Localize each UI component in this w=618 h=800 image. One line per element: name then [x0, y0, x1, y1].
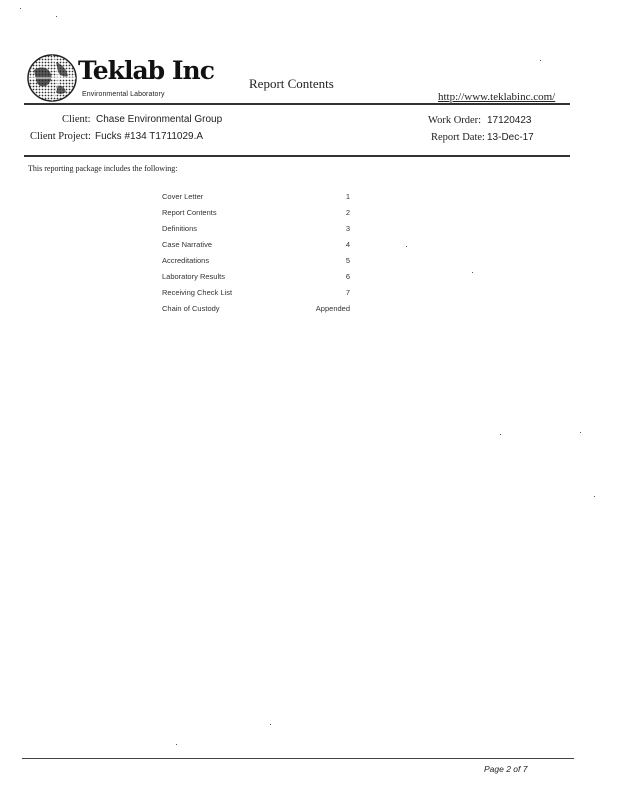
- report-date-label: Report Date:: [431, 132, 485, 143]
- contents-row: [160, 254, 352, 270]
- contents-row: [160, 190, 352, 206]
- company-tagline: Environmental Laboratory: [82, 91, 165, 98]
- contents-row: [160, 238, 352, 254]
- scan-speck: [594, 496, 595, 497]
- scan-speck: [580, 432, 581, 433]
- company-name: Teklab Inc: [78, 56, 214, 85]
- contents-item-label: Case Narrative: [162, 240, 213, 249]
- contents-item-label: Laboratory Results: [162, 272, 225, 281]
- scan-speck: [406, 246, 407, 247]
- contents-item-page: 7: [345, 288, 350, 297]
- contents-row: [160, 270, 352, 286]
- page-title: Report Contents: [249, 76, 334, 91]
- contents-item-label: Cover Letter: [162, 192, 204, 201]
- contents-item-page: Appended: [315, 304, 350, 313]
- contents-item-page: 1: [345, 192, 350, 201]
- contents-row: [160, 222, 352, 238]
- work-order-value: 17120423: [487, 115, 532, 126]
- contents-item-page: 6: [345, 272, 350, 281]
- company-logo: [26, 52, 214, 104]
- scan-speck: [20, 8, 21, 9]
- contents-item-page: 4: [345, 240, 350, 249]
- scan-speck: [500, 434, 501, 435]
- website-link[interactable]: http://www.teklabinc.com/: [438, 91, 556, 103]
- report-date-value: 13-Dec-17: [487, 132, 534, 143]
- contents-item-label: Definitions: [162, 224, 198, 233]
- project-value: Fucks #134 T1711029.A: [95, 131, 204, 142]
- contents-row: [160, 206, 352, 222]
- scan-speck: [270, 724, 271, 725]
- scan-speck: [56, 16, 57, 17]
- contents-item-page: 5: [345, 256, 350, 265]
- intro-text: This reporting package includes the following:: [28, 164, 178, 173]
- contents-item-label: Report Contents: [162, 208, 217, 217]
- contents-item-page: 3: [345, 224, 350, 233]
- scan-speck: [176, 744, 177, 745]
- contents-list: [160, 190, 352, 318]
- client-label: Client:: [62, 114, 91, 125]
- info-divider: [24, 155, 570, 157]
- globe-logo-icon: [26, 52, 80, 104]
- client-value: Chase Environmental Group: [96, 114, 223, 125]
- work-order-label: Work Order:: [428, 115, 482, 126]
- contents-item-label: Receiving Check List: [162, 288, 233, 297]
- footer-divider: [22, 758, 574, 759]
- contents-item-label: Chain of Custody: [162, 304, 220, 313]
- contents-item-label: Accreditations: [162, 256, 210, 265]
- scan-speck: [472, 272, 473, 273]
- contents-row: [160, 302, 352, 318]
- header-divider: [24, 103, 570, 105]
- page-number: Page 2 of 7: [484, 764, 528, 774]
- project-label: Client Project:: [30, 131, 91, 142]
- contents-row: [160, 286, 352, 302]
- contents-item-page: 2: [345, 208, 350, 217]
- scan-speck: [540, 60, 541, 61]
